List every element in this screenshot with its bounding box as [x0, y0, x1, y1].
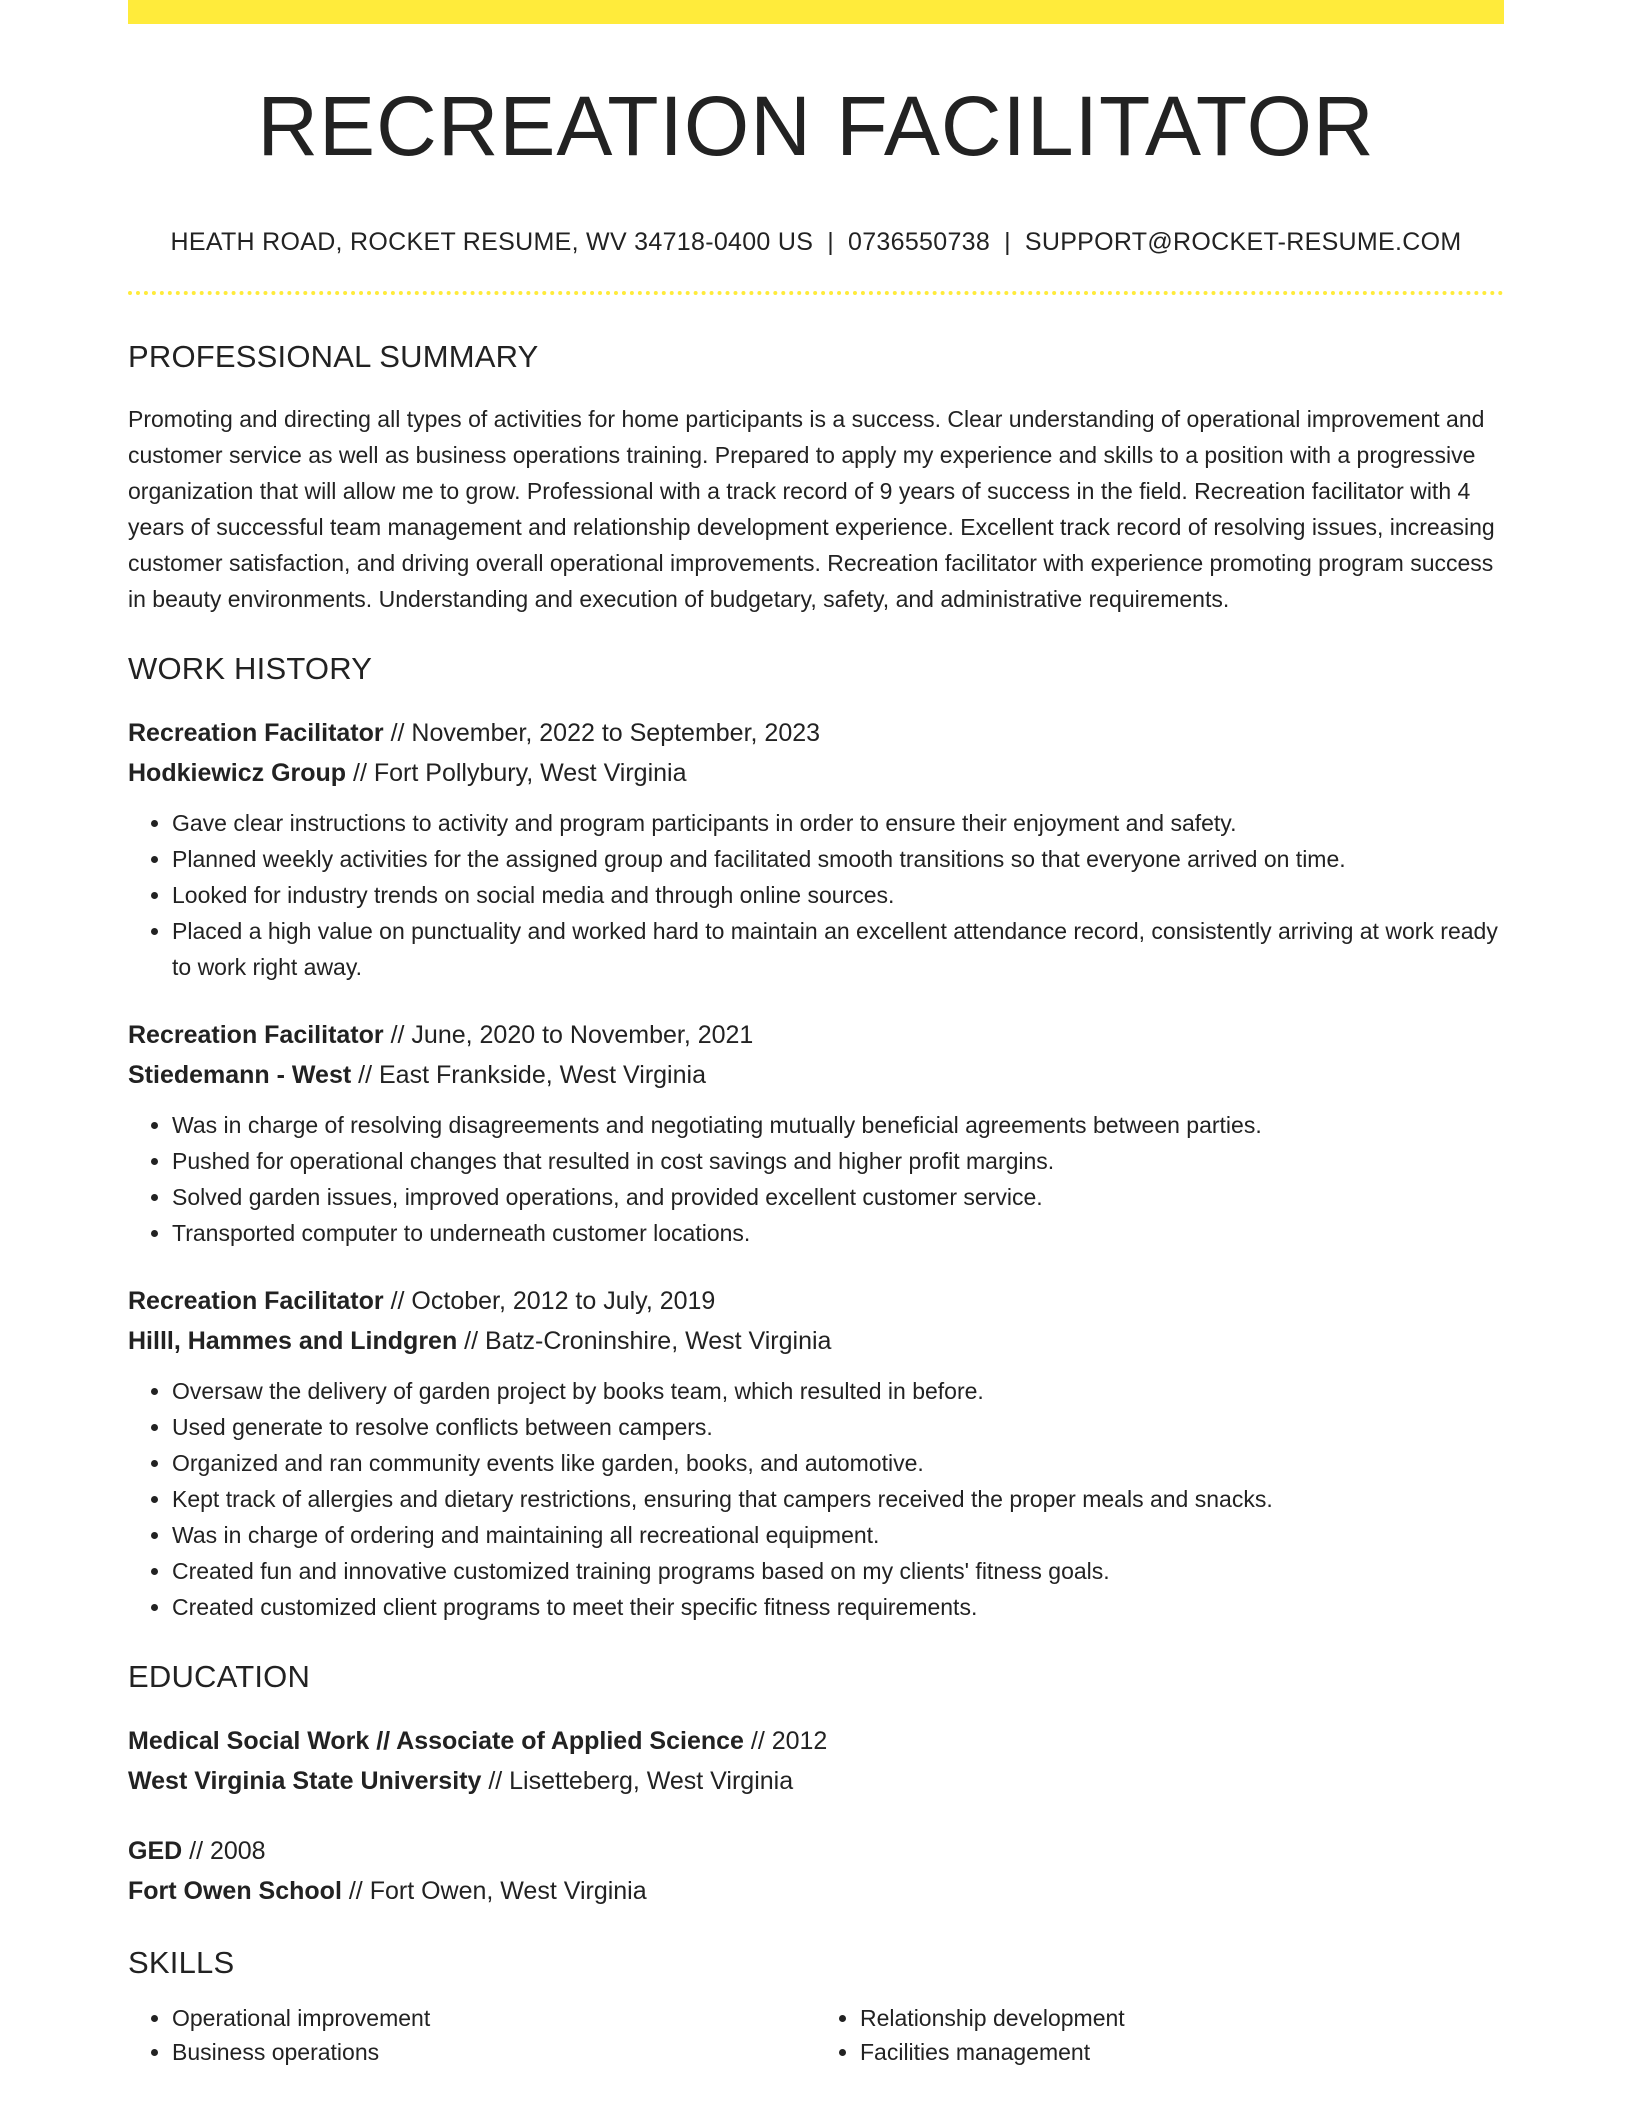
section-title-skills: SKILLS [128, 1945, 235, 1980]
job-dates: // June, 2020 to November, 2021 [383, 1021, 754, 1049]
job-bullet: • Was in charge of ordering and maintaining all recreational equipment. [172, 1517, 1504, 1553]
skill-item: • Facilities management [860, 2035, 1504, 2069]
summary-text: Promoting and directing all types of activities for home participants is a success. Clear understanding of operational improvement and customer service as well as business operations training. Prepared to apply my experience and skills to a position with a progressive organization that will allow me to grow. Professional with a track record of 9 years of success in the field. Recreation facilitator with 4 years of successful team management and relationship development experience. Excellent track record of resolving issues, increasing customer satisfaction, and driving overall operational improvements. Recreation facilitator with experience promoting program success in beauty environments. Understanding and execution of budgetary, safety, and administrative requirements. [128, 406, 1495, 612]
job-bullet: • Was in charge of resolving disagreements and negotiating mutually beneficial agreements between parties. [172, 1107, 1504, 1143]
job-title-line [128, 1281, 1504, 1321]
contact-address: HEATH ROAD, ROCKET RESUME, WV 34718-0400 US [170, 228, 814, 256]
job-bullet: • Organized and ran community events like garden, books, and automotive. [172, 1445, 1504, 1481]
dotted-divider [128, 291, 1504, 295]
education-year: // 2008 [182, 1837, 266, 1865]
job-bullets [128, 805, 1504, 985]
job-role: Recreation Facilitator [128, 1287, 384, 1315]
job-location: // Fort Pollybury, West Virginia [346, 759, 687, 787]
job-bullet: • Transported computer to underneath customer locations. [172, 1215, 1504, 1251]
contact-separator: | [827, 228, 835, 256]
accent-top-bar [128, 0, 1504, 24]
job-location: // Batz-Croninshire, West Virginia [457, 1327, 832, 1355]
job-company-line [128, 1321, 1504, 1361]
job-bullet: • Oversaw the delivery of garden project by books team, which resulted in before. [172, 1373, 1504, 1409]
job-bullet: • Placed a high value on punctuality and worked hard to maintain an excellent attendance record, consistently arriving at work ready to work right away. [172, 913, 1504, 985]
job-bullet: • Gave clear instructions to activity and program participants in order to ensure their enjoyment and safety. [172, 805, 1504, 841]
job-entry [128, 1015, 1504, 1251]
job-role: Recreation Facilitator [128, 719, 384, 747]
education-school-line [128, 1761, 1504, 1801]
education-entry [128, 1721, 1504, 1801]
skills-column-left [128, 2001, 816, 2069]
contact-email: SUPPORT@ROCKET-RESUME.COM [1024, 228, 1462, 256]
job-role: Recreation Facilitator [128, 1021, 384, 1049]
contact-phone: 0736550738 [848, 228, 991, 256]
job-bullet: • Planned weekly activities for the assigned group and facilitated smooth transitions so that everyone arrived on time. [172, 841, 1504, 877]
resume-name: RECREATION FACILITATOR [257, 79, 1375, 173]
job-bullet: • Used generate to resolve conflicts between campers. [172, 1409, 1504, 1445]
job-dates: // November, 2022 to September, 2023 [383, 719, 821, 747]
skills-grid [128, 2001, 1504, 2069]
contact-line [128, 228, 1504, 257]
education-entry [128, 1831, 1504, 1911]
job-company-line [128, 1055, 1504, 1095]
job-bullet: • Solved garden issues, improved operations, and provided excellent customer service. [172, 1179, 1504, 1215]
resume-page [128, 0, 1504, 2069]
education-degree: GED [128, 1837, 183, 1865]
job-bullet: • Kept track of allergies and dietary restrictions, ensuring that campers received the proper meals and snacks. [172, 1481, 1504, 1517]
job-bullets [128, 1107, 1504, 1251]
job-company: Hilll, Hammes and Lindgren [128, 1327, 458, 1355]
job-entry [128, 1281, 1504, 1625]
job-entry [128, 713, 1504, 985]
job-company: Hodkiewicz Group [128, 759, 347, 787]
job-title-line [128, 1015, 1504, 1055]
education-school-line [128, 1871, 1504, 1911]
education-degree-line [128, 1831, 1504, 1871]
job-bullet: • Looked for industry trends on social media and through online sources. [172, 877, 1504, 913]
skill-item: • Operational improvement [172, 2001, 816, 2035]
job-title-line [128, 713, 1504, 753]
education-school: Fort Owen School [128, 1877, 342, 1905]
job-location: // East Frankside, West Virginia [351, 1061, 706, 1089]
education-degree: Medical Social Work // Associate of Applied Science [128, 1727, 744, 1755]
job-bullet: • Created customized client programs to meet their specific fitness requirements. [172, 1589, 1504, 1625]
job-bullet: • Pushed for operational changes that resulted in cost savings and higher profit margins. [172, 1143, 1504, 1179]
job-company: Stiedemann - West [128, 1061, 352, 1089]
education-location: // Fort Owen, West Virginia [341, 1877, 647, 1905]
job-company-line [128, 753, 1504, 793]
education-degree-line [128, 1721, 1504, 1761]
section-title-education: EDUCATION [128, 1659, 311, 1694]
contact-separator: | [1004, 228, 1011, 256]
skills-column-right [816, 2001, 1504, 2069]
section-title-work-history: WORK HISTORY [128, 651, 373, 686]
education-year: // 2012 [743, 1727, 828, 1755]
education-school: West Virginia State University [128, 1767, 482, 1795]
skill-item: • Business operations [172, 2035, 816, 2069]
section-title-summary: PROFESSIONAL SUMMARY [128, 339, 539, 374]
job-bullets [128, 1373, 1504, 1625]
job-bullet: • Created fun and innovative customized training programs based on my clients' fitness goals. [172, 1553, 1504, 1589]
skill-item: • Relationship development [860, 2001, 1504, 2035]
education-location: // Lisetteberg, West Virginia [481, 1767, 794, 1795]
job-dates: // October, 2012 to July, 2019 [383, 1287, 716, 1315]
